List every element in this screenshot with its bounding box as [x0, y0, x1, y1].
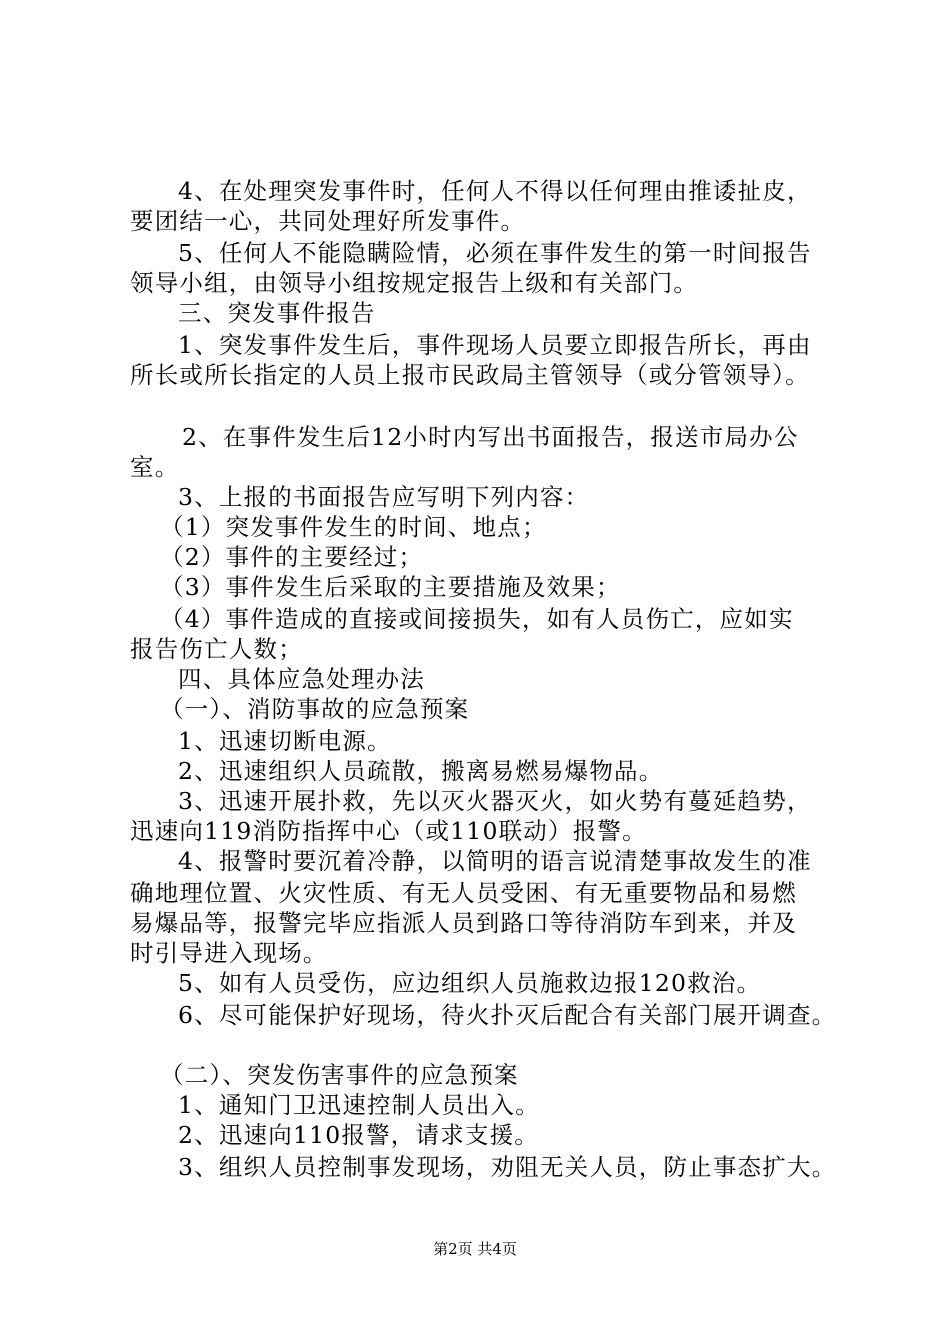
- paragraph-line: 4、在处理突发事件时，任何人不得以任何理由推诿扯皮，: [178, 177, 812, 205]
- list-item: （2）事件的主要经过；: [160, 543, 424, 571]
- paragraph-line: 领导小组，由领导小组按规定报告上级和有关部门。: [130, 269, 699, 297]
- paragraph-line: 4、报警时要沉着冷静，以简明的语言说清楚事故发生的准: [178, 847, 812, 875]
- paragraph-line: 要团结一心，共同处理好所发事件。: [130, 207, 526, 235]
- list-item: （4）事件造成的直接或间接损失，如有人员伤亡，应如实: [160, 605, 794, 633]
- list-item: 报告伤亡人数；: [130, 635, 303, 663]
- paragraph-line: 2、在事件发生后12小时内写出书面报告，报送市局办公: [182, 423, 799, 451]
- list-item: （1）突发事件发生的时间、地点；: [160, 513, 547, 541]
- paragraph-line: 3、上报的书面报告应写明下列内容：: [178, 483, 590, 511]
- paragraph-line: 3、迅速开展扑救，先以灭火器灭火，如火势有蔓延趋势，: [178, 787, 812, 815]
- section-heading: 三、突发事件报告: [178, 299, 376, 327]
- paragraph-line: 室。: [130, 453, 180, 481]
- subsection-heading: （一）、消防事故的应急预案: [160, 695, 470, 723]
- paragraph-line: 6、尽可能保护好现场，待火扑灭后配合有关部门展开调查。: [178, 1001, 837, 1029]
- paragraph-line: 所长或所长指定的人员上报市民政局主管领导（或分管领导）。: [130, 361, 810, 389]
- paragraph-line: 2、迅速组织人员疏散，搬离易燃易爆物品。: [178, 757, 664, 785]
- paragraph-line: 1、突发事件发生后，事件现场人员要立即报告所长，再由: [178, 331, 812, 359]
- paragraph-line: 时引导进入现场。: [130, 939, 328, 967]
- section-heading: 四、具体应急处理办法: [178, 665, 425, 693]
- paragraph-line: 5、如有人员受伤，应边组织人员施救边报120救治。: [178, 969, 762, 997]
- paragraph-line: 3、组织人员控制事发现场，劝阻无关人员，防止事态扩大。: [178, 1153, 837, 1181]
- paragraph-line: 迅速向119消防指挥中心（或110联动）报警。: [130, 817, 647, 845]
- paragraph-line: 1、迅速切断电源。: [178, 727, 392, 755]
- paragraph-line: 2、迅速向110报警，请求支援。: [178, 1121, 540, 1149]
- list-item: （3）事件发生后采取的主要措施及效果；: [160, 573, 621, 601]
- page-footer: 第2页 共4页: [433, 1240, 517, 1258]
- paragraph-line: 5、任何人不能隐瞒险情，必须在事件发生的第一时间报告: [178, 239, 812, 267]
- paragraph-line: 确地理位置、火灾性质、有无人员受困、有无重要物品和易燃: [130, 879, 797, 907]
- paragraph-line: 易爆品等，报警完毕应指派人员到路口等待消防车到来，并及: [130, 909, 797, 937]
- subsection-heading: （二）、突发伤害事件的应急预案: [160, 1061, 519, 1089]
- paragraph-line: 1、通知门卫迅速控制人员出入。: [178, 1091, 540, 1119]
